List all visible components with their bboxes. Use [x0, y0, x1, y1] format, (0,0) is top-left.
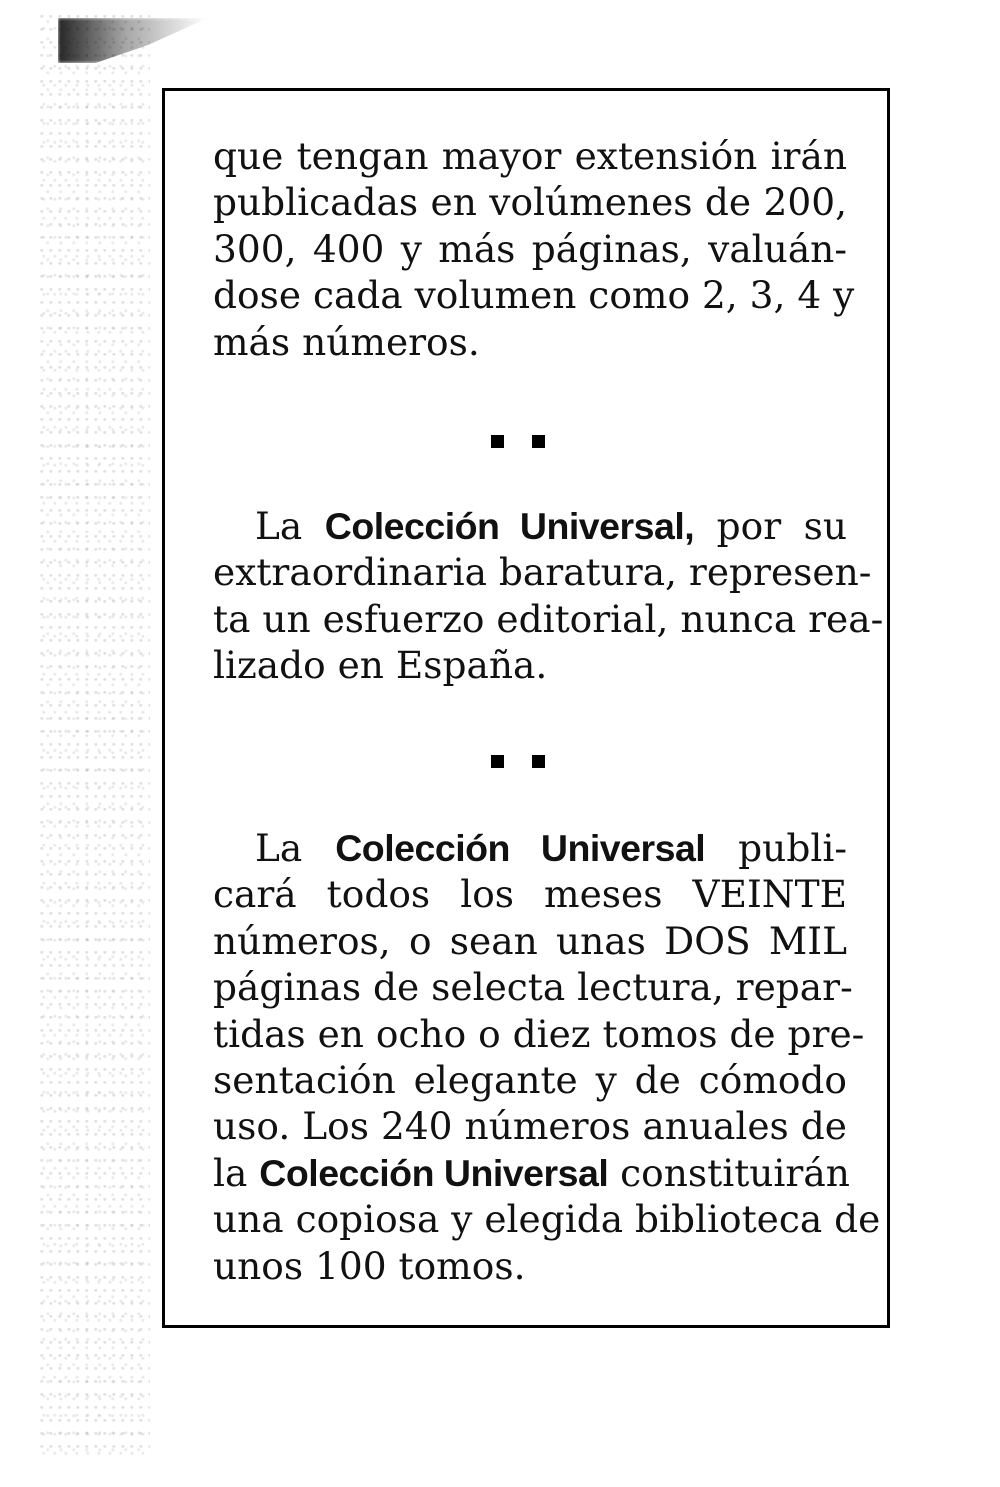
scan-edge-noise	[40, 15, 150, 1455]
text-run: La	[255, 504, 325, 548]
separator-square-icon	[532, 755, 545, 768]
text-line	[213, 825, 847, 871]
text-run: por su	[694, 504, 848, 548]
text-line: números, o sean unas DOS MIL	[213, 918, 847, 963]
section-separator	[491, 432, 545, 450]
text-line: lizado en España.	[213, 643, 548, 688]
text-run: la	[213, 1150, 260, 1195]
text-line: uso. Los 240 números anuales de	[213, 1104, 847, 1149]
text-line: cará todos los meses VEINTE	[213, 872, 847, 917]
collection-name-bold: Colección Universal	[335, 827, 706, 869]
collection-name-bold: Colección Universal,	[324, 505, 695, 547]
collection-name-bold: Colección Universal	[259, 1151, 609, 1194]
text-line: tidas en ocho o diez tomos de pre-	[213, 1011, 865, 1056]
text-line: más números.	[213, 319, 480, 364]
text-line: extraordinaria baratura, represen-	[213, 550, 872, 595]
text-line: una copiosa y elegida biblioteca de	[213, 1197, 881, 1242]
text-run: constituirán	[608, 1150, 850, 1195]
text-line: que tengan mayor extensión irán	[213, 134, 847, 178]
text-line	[213, 503, 847, 549]
paragraph-baratura	[213, 503, 884, 689]
text-run: publi-	[705, 826, 847, 870]
separator-square-icon	[491, 755, 504, 768]
text-line: páginas de selecta lectura, repar-	[213, 965, 853, 1010]
text-line: publicadas en volúmenes de 200,	[213, 180, 847, 225]
text-line: unos 100 tomos.	[213, 1243, 526, 1288]
text-line: ta un esfuerzo editorial, nunca rea-	[213, 596, 884, 641]
paragraph-volumes	[213, 133, 855, 365]
text-run: La	[255, 826, 336, 870]
separator-square-icon	[532, 435, 545, 448]
text-line	[213, 1150, 850, 1196]
section-separator	[491, 752, 545, 770]
text-line: 300, 400 y más páginas, valuán-	[213, 226, 847, 271]
separator-square-icon	[491, 435, 504, 448]
paragraph-publication	[213, 825, 881, 1289]
text-line: dose cada volumen como 2, 3, 4 y	[213, 273, 855, 318]
text-line: sentación elegante y de cómodo	[213, 1058, 847, 1103]
